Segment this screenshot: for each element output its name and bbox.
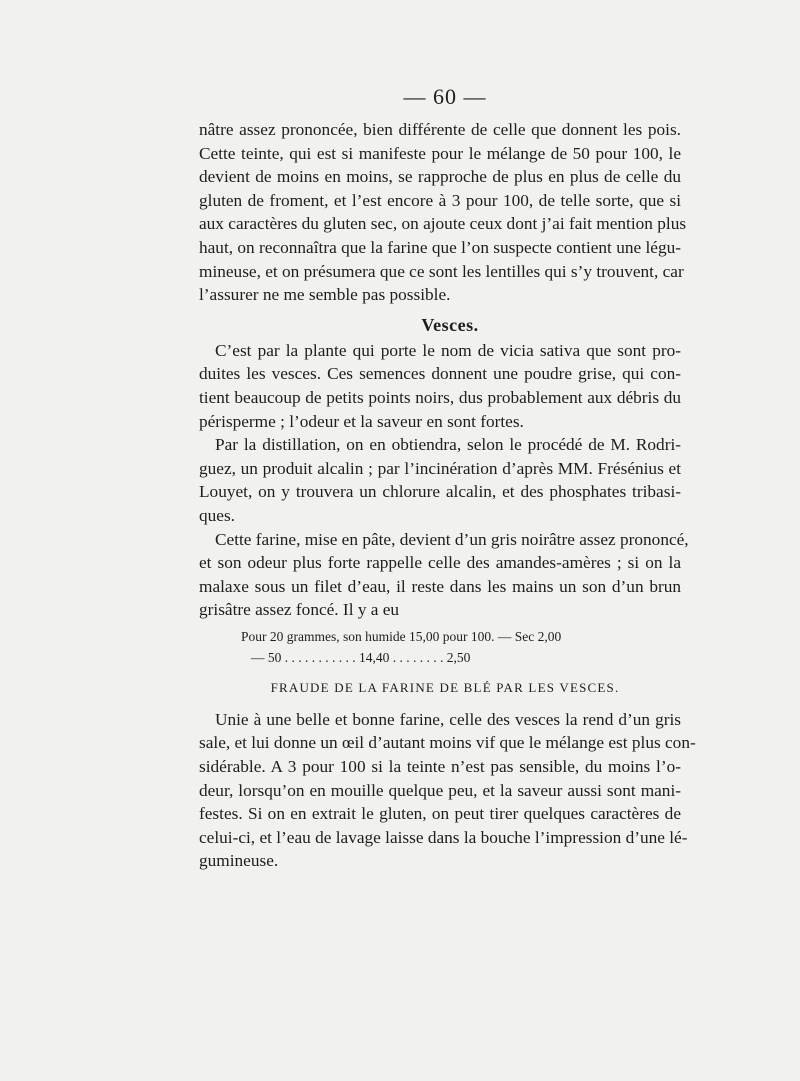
text-line: ques. [199,505,235,525]
subheading: FRAUDE DE LA FARINE DE BLÉ PAR LES VESCES. [270,679,620,695]
paragraph-2 [199,339,681,433]
text-line: haut, on reconnaîtra que la farine que l’on suspecte contient une légu- [199,237,681,257]
text-line: duites les vesces. Ces semences donnent une poudre grise, qui con- [199,364,681,384]
text-line: celui-ci, et l’eau de lavage laisse dans la bouche l’impression d’une lé- [199,827,688,847]
text-line: Cette farine, mise en pâte, devient d’un gris noirâtre assez prononcé, [215,529,689,549]
measurement-table [199,626,681,668]
text-line: Cette teinte, qui est si manifeste pour le mélange de 50 pour 100, le [199,143,681,163]
text-line: grisâtre assez foncé. Il y a eu [199,600,400,620]
text-line: guez, un produit alcalin ; par l’incinération d’après MM. Frésénius et [199,458,681,478]
text-line: tient beaucoup de petits points noirs, dus probablement aux débris du [199,387,681,407]
text-line: devient de moins en moins, se rapproche de plus en plus de celle du [199,167,681,187]
text-line: malaxe sous un filet d’eau, il reste dans les mains un son d’un brun [199,576,681,596]
text-line: mineuse, et on présumera que ce sont les lentilles qui s’y trouvent, car [199,261,684,281]
paragraph-4 [199,528,689,622]
section-title: Vesces. [421,314,479,335]
text-line: Louyet, on y trouvera un chlorure alcalin, et des phosphates tribasi- [199,482,681,502]
text-line: Par la distillation, on en obtiendra, selon le procédé de M. Rodri- [215,435,681,455]
paragraph-1 [199,118,687,307]
page-number: — 60 — [403,84,487,109]
body-text [199,118,696,873]
text-line: sale, et lui donne un œil d’autant moins vif que le mélange est plus con- [199,733,696,753]
text-line: Unie à une belle et bonne farine, celle des vesces la rend d’un gris [215,709,681,729]
text-line: deur, lorsqu’on en mouille quelque peu, et la saveur aussi sont mani- [199,780,681,800]
text-line: périsperme ; l’odeur et la saveur en sont fortes. [199,411,524,431]
text-line: C’est par la plante qui porte le nom de vicia sativa que sont pro- [215,340,681,360]
text-line: festes. Si on en extrait le gluten, on peut tirer quelques caractères de [199,804,681,824]
table-row: Pour 20 grammes, son humide 15,00 pour 100. — Sec 2,00 [241,628,562,644]
table-row: — 50 . . . . . . . . . . . 14,40 . . . . . . . . 2,50 [251,649,471,665]
text-line: sidérable. A 3 pour 100 si la teinte n’est pas sensible, du moins l’o- [199,757,681,777]
text-line: aux caractères du gluten sec, on ajoute ceux dont j’ai fait mention plus [199,214,687,234]
text-line: l’assurer ne me semble pas possible. [199,285,451,305]
text-line: gluten de froment, et l’est encore à 3 pour 100, de telle sorte, que si [199,190,681,210]
paragraph-5 [199,708,696,873]
text-line: gumineuse. [199,851,279,871]
paragraph-3 [199,433,681,527]
text-line: et son odeur plus forte rappelle celle des amandes-amères ; si on la [199,553,681,573]
text-line: nâtre assez prononcée, bien différente de celle que donnent les pois. [199,120,681,139]
